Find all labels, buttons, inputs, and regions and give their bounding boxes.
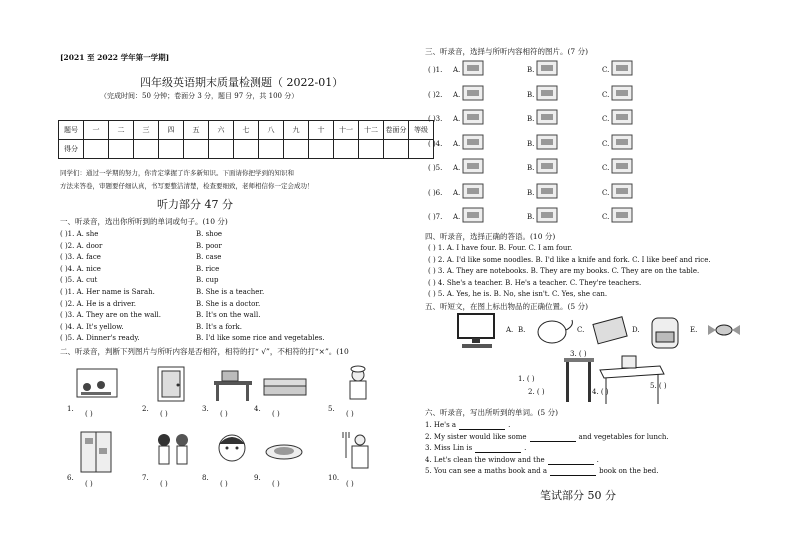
option-a: ( )4. A. It's yellow. (60, 322, 124, 331)
teapot-icon (530, 312, 576, 352)
score-blank-cell (84, 140, 109, 159)
section-3-title: 三、听录音，选择与所听内容相符的图片。(7 分) (425, 47, 589, 56)
score-blank-cell (134, 140, 159, 159)
choice-label: A. (453, 188, 461, 197)
option-b: B. case (196, 253, 222, 262)
question-number: ( )2. (428, 90, 443, 99)
score-blank-cell (234, 140, 259, 159)
score-header-cell: 十一 (334, 121, 359, 140)
door-picture (150, 365, 196, 409)
question-number: ( )5. (428, 164, 443, 172)
item-letter: D. (632, 326, 640, 334)
choice-label: B. (527, 164, 535, 172)
score-header-cell: 三 (134, 121, 159, 140)
picture-number: 9. (254, 474, 261, 482)
sentence-end: . (596, 455, 599, 464)
note-line-2: 方法来答卷，审题要仔细认真，书写要整洁清楚，检查要细致，老师相信你一定会成功！ (60, 182, 314, 190)
picture-number: 6. (67, 474, 74, 482)
option-a: ( )2. A. He is a driver. (60, 299, 136, 308)
option-a: ( )5. A. Dinner's ready. (60, 334, 140, 343)
sentence-end: book on the bed. (599, 467, 659, 476)
instruction-note (60, 167, 314, 193)
option-a: ( )3. A. They are on the wall. (60, 311, 161, 320)
choice-label: C. (602, 213, 610, 221)
option-b: B. She is a doctor. (196, 299, 261, 308)
boy-girl-picture (150, 430, 196, 474)
choice-label: B. (527, 66, 535, 74)
score-header-cell: 卷面分 (384, 121, 409, 140)
choice-label: A. (453, 139, 461, 148)
sentence-end: . (524, 444, 527, 453)
fill-blank-line (425, 467, 658, 476)
chef-picture (336, 430, 382, 474)
answer-paren: ( ) (160, 410, 168, 418)
choice-label: C. (602, 66, 610, 74)
choice-picture (535, 181, 559, 201)
option-b: B. poor (196, 241, 222, 250)
picture-number: 5. (328, 405, 335, 413)
section-5-title: 五、听短文，在图上标出物品的正确位置。(5 分) (425, 302, 589, 311)
choice-label: B. (527, 139, 535, 148)
desk-computer-picture (210, 365, 256, 409)
option-b: B. rice (196, 264, 220, 273)
sentence-end: and vegetables for lunch. (578, 432, 669, 441)
score-header-cell: 二 (109, 121, 134, 140)
writing-title: 笔试部分 50 分 (540, 489, 616, 502)
choice-picture (610, 205, 634, 225)
answer-paren: ( ) (220, 480, 228, 488)
plate-picture (262, 430, 308, 474)
term-label: [2021 至 2022 学年第一学期] (60, 53, 170, 62)
choice-picture (610, 156, 634, 176)
section-4-title: 四、听录音，选择正确的答语。(10 分) (425, 232, 556, 241)
section-6-title: 六、听录音，写出所听到的单词。(5 分) (425, 408, 559, 417)
choice-label: B. (527, 213, 535, 221)
choice-label: C. (602, 164, 610, 172)
score-header-cell: 一 (84, 121, 109, 140)
answer-blank (550, 467, 596, 476)
backpack-icon (644, 312, 690, 352)
score-header-cell: 四 (159, 121, 184, 140)
section-2-title: 二、听录音，判断下列图片与所听内容是否相符，相符的打“ √”，不相符的打“×”。(10 (60, 347, 349, 356)
item-letter: C. (577, 326, 585, 334)
score-header-cell: 十二 (359, 121, 384, 140)
score-blank-cell (159, 140, 184, 159)
option-a: ( )4. A. nice (60, 264, 101, 273)
answer-paren: ( ) (85, 480, 93, 488)
fridge-picture (75, 430, 121, 474)
choice-label: C. (602, 139, 610, 148)
item-letter: A. (506, 326, 514, 334)
item-letter: B. (518, 326, 526, 334)
question-number: ( )3. (428, 115, 443, 123)
score-blank-cell (259, 140, 284, 159)
choice-picture (610, 132, 634, 152)
sentence-end: . (508, 421, 511, 429)
score-blank-cell (284, 140, 309, 159)
choice-label: A. (453, 115, 461, 123)
choice-label: A. (453, 66, 461, 74)
sentence-start: 4. Let's clean the window and the (425, 455, 545, 464)
score-label-cell: 得分 (59, 140, 84, 159)
exam-subtitle: （完成时间：50 分钟；卷面分 3 分，题目 97 分，共 100 分） (100, 92, 299, 100)
score-blank-cell (209, 140, 234, 159)
choice-picture (461, 132, 485, 152)
option-b: B. It's on the wall. (196, 311, 261, 320)
choice-picture (535, 132, 559, 152)
position-paren: 1. ( ) (518, 375, 535, 383)
option-b: B. She is a teacher. (196, 288, 265, 296)
score-blank-cell (384, 140, 409, 159)
position-paren: 3. ( ) (570, 350, 587, 358)
choice-picture (610, 83, 634, 103)
choice-picture (461, 83, 485, 103)
score-header-cell: 五 (184, 121, 209, 140)
answer-blank (530, 433, 576, 442)
exam-title: 四年级英语期末质量检测题（ 2022-01） (140, 76, 344, 89)
option-b: B. I'd like some rice and vegetables. (196, 334, 325, 343)
choice-label: C. (602, 90, 610, 99)
score-header-cell: 八 (259, 121, 284, 140)
score-blank-cell (359, 140, 384, 159)
choice-label: C. (602, 115, 610, 123)
choice-label: C. (602, 188, 610, 197)
answer-option-line: ( ) 3. A. They are notebooks. B. They are my books. C. They are on the table. (428, 267, 700, 276)
choice-picture (535, 205, 559, 225)
choice-picture (610, 107, 634, 127)
choice-picture (535, 83, 559, 103)
answer-blank (459, 421, 505, 430)
choice-picture (535, 58, 559, 78)
choice-picture (535, 156, 559, 176)
score-blank-cell (309, 140, 334, 159)
choice-label: A. (453, 90, 461, 99)
picture-number: 2. (142, 405, 149, 413)
choice-label: B. (527, 115, 535, 123)
choice-picture (461, 181, 485, 201)
choice-label: B. (527, 90, 535, 99)
answer-option-line: ( ) 2. A. I'd like some noodles. B. I'd like a knife and fork. C. I like beef and rice. (428, 255, 711, 264)
picture-number: 10. (328, 474, 340, 482)
sentence-start: 5. You can see a maths book and a (425, 467, 548, 476)
picture-number: 1. (67, 405, 74, 413)
question-number: ( )7. (428, 213, 443, 221)
classroom-picture (75, 365, 121, 409)
sentence-start: 1. He's a (425, 421, 457, 429)
section-1-title: 一、听录音，选出你所听到的单词或句子。(10 分) (60, 217, 228, 226)
answer-blank (548, 456, 594, 465)
score-header-cell: 十 (309, 121, 334, 140)
option-a: ( )2. A. door (60, 241, 103, 250)
answer-paren: ( ) (272, 480, 280, 488)
option-b: B. It's a fork. (196, 322, 242, 331)
answer-option-line: ( ) 5. A. Yes, he is. B. No, she isn't. C. Yes, she can. (428, 290, 608, 299)
sentence-start: 2. My sister would like some (425, 432, 527, 441)
position-paren: 5. ( ) (650, 382, 667, 390)
option-b: B. cup (196, 276, 219, 285)
score-header-cell: 七 (234, 121, 259, 140)
choice-label: A. (453, 164, 461, 172)
answer-paren: ( ) (346, 480, 354, 488)
choice-picture (610, 181, 634, 201)
score-table (58, 120, 434, 159)
fill-blank-line (425, 456, 599, 465)
answer-option-line: ( ) 4. She's a teacher. B. He's a teacher. C. They're teachers. (428, 278, 642, 287)
score-blank-cell (184, 140, 209, 159)
option-a: ( )3. A. face (60, 253, 101, 262)
boy-face-picture (210, 430, 256, 474)
choice-label: B. (527, 188, 535, 197)
choice-picture (610, 58, 634, 78)
cook-picture (336, 365, 382, 409)
fill-blank-line (425, 433, 669, 442)
picture-number: 3. (202, 405, 209, 413)
score-header-cell: 九 (284, 121, 309, 140)
choice-picture (461, 205, 485, 225)
choice-picture (461, 156, 485, 176)
answer-option-line: ( ) 1. A. I have four. B. Four. C. I am four. (428, 244, 573, 252)
option-b: B. shoe (196, 230, 223, 238)
picture-number: 8. (202, 474, 209, 482)
option-a: ( )1. A. Her name is Sarah. (60, 288, 155, 296)
sentence-start: 3. Miss Lin is (425, 444, 473, 453)
fill-blank-line (425, 444, 526, 453)
choice-label: A. (453, 213, 461, 221)
item-letter: E. (690, 326, 698, 334)
fill-blank-line (425, 421, 510, 430)
candy-icon (702, 312, 748, 352)
picture-number: 4. (254, 405, 261, 413)
answer-paren: ( ) (160, 480, 168, 488)
listening-title: 听力部分 47 分 (157, 198, 233, 211)
answer-blank (475, 444, 521, 453)
sofa-picture (262, 365, 308, 409)
choice-picture (461, 107, 485, 127)
score-blank-cell (109, 140, 134, 159)
position-paren: 2. ( ) (528, 388, 545, 396)
answer-paren: ( ) (346, 410, 354, 418)
question-number: ( )1. (428, 66, 443, 74)
book-icon (589, 312, 635, 352)
score-blank-cell (334, 140, 359, 159)
score-header-cell: 等级 (409, 121, 434, 140)
score-header-cell: 六 (209, 121, 234, 140)
answer-paren: ( ) (272, 410, 280, 418)
answer-paren: ( ) (220, 410, 228, 418)
note-line-1: 同学们：通过一学期的努力，你肯定掌握了许多新知识。下面请你把学到的知识和 (60, 169, 294, 177)
computer-icon (452, 312, 498, 352)
position-paren: 4. ( ) (592, 388, 609, 396)
score-header-cell: 题号 (59, 121, 84, 140)
question-number: ( )6. (428, 188, 443, 197)
picture-number: 7. (142, 474, 149, 482)
option-a: ( )1. A. she (60, 230, 99, 238)
choice-picture (461, 58, 485, 78)
option-a: ( )5. A. cut (60, 276, 98, 285)
choice-picture (535, 107, 559, 127)
answer-paren: ( ) (85, 410, 93, 418)
question-number: ( )4. (428, 139, 443, 148)
